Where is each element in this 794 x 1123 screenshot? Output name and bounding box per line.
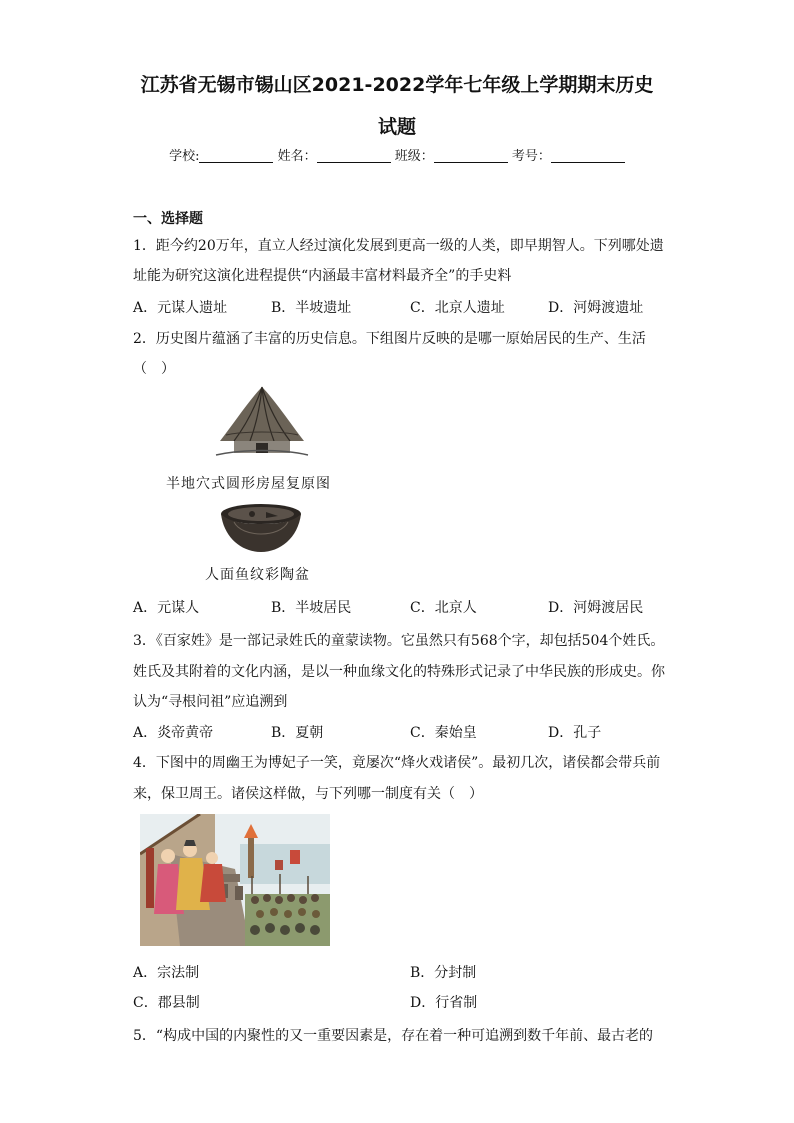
paper-title-line-2: 试题 — [377, 116, 416, 138]
q1-option-c[interactable]: C．北京人遗址 — [410, 300, 505, 316]
q4-line-1: 4．下图中的周幽王为博妃子一笑，竟屡次“烽火戏诸侯”。最初几次，诸侯都会带兵前 — [133, 755, 661, 771]
q2-option-d[interactable]: D．河姆渡居民 — [548, 600, 644, 616]
section-heading: 一、选择题 — [133, 211, 203, 227]
q1-line-2: 址能为研究这演化进程提供“内涵最丰富材料最齐全”的手史料 — [133, 268, 512, 284]
q3-line-1: 3．《百家姓》是一部记录姓氏的童蒙读物。它虽然只有568个字，却包括504个姓氏。 — [133, 633, 665, 649]
q1-option-b[interactable]: B．半坡遗址 — [271, 300, 352, 316]
q2-option-c[interactable]: C．北京人 — [410, 600, 477, 616]
q2-option-b[interactable]: B．半坡居民 — [271, 600, 352, 616]
q2-line-1: 2．历史图片蕴涵了丰富的历史信息。下组图片反映的是哪一原始居民的生产、生活 — [133, 331, 646, 347]
q1-line-1: 1．距今约20万年，直立人经过演化发展到更高一级的人类，即早期智人。下列哪处遗 — [133, 238, 664, 254]
q1-option-a[interactable]: A．元谋人遗址 — [133, 300, 228, 316]
field-school-label: 学校: — [169, 149, 200, 164]
q2-line-2: （ ） — [133, 361, 175, 377]
field-class-label: 班级： — [394, 149, 434, 164]
hut-caption: 半地穴式圆形房屋复原图 — [166, 476, 331, 492]
q2-option-a[interactable]: A．元谋人 — [133, 600, 200, 616]
paper-title-line-1: 江苏省无锡市锡山区2021-2022学年七年级上学期期末历史 — [140, 74, 654, 96]
q3-option-a[interactable]: A．炎帝黄帝 — [133, 725, 214, 741]
q4-option-b[interactable]: B．分封制 — [410, 965, 477, 981]
q3-option-d[interactable]: D．孔子 — [548, 725, 602, 741]
q4-line-2: 来，保卫周王。诸侯这样做，与下列哪一制度有关（ ） — [133, 786, 483, 802]
field-school-blank[interactable] — [199, 148, 273, 163]
q5-line-1: 5．“构成中国的内聚性的又一重要因素是，存在着一种可追溯到数千年前、最古老的 — [133, 1028, 654, 1044]
pottery-caption: 人面鱼纹彩陶盆 — [205, 567, 310, 583]
field-class-blank[interactable] — [434, 148, 508, 163]
student-info-fields — [0, 145, 794, 164]
beacon-fire-illustration — [140, 814, 330, 946]
q3-option-b[interactable]: B．夏朝 — [271, 725, 324, 741]
field-name-label: 姓名： — [277, 149, 317, 164]
thatched-hut-image — [212, 385, 312, 463]
q3-line-2: 姓氏及其附着的文化内涵，是以一种血缘文化的特殊形式记录了中华民族的形成史。你 — [133, 664, 665, 680]
q4-option-a[interactable]: A．宗法制 — [133, 965, 200, 981]
field-exam-number-blank[interactable] — [551, 148, 625, 163]
field-name-blank[interactable] — [317, 148, 391, 163]
q4-option-d[interactable]: D．行省制 — [410, 995, 478, 1011]
q3-line-3: 认为“寻根问祖”应追溯到 — [133, 694, 288, 710]
q4-option-c[interactable]: C．郡县制 — [133, 995, 200, 1011]
q3-option-c[interactable]: C．秦始皇 — [410, 725, 477, 741]
q1-option-d[interactable]: D．河姆渡遗址 — [548, 300, 644, 316]
field-exam-number-label: 考号： — [511, 149, 551, 164]
painted-pottery-basin-image — [218, 502, 304, 556]
